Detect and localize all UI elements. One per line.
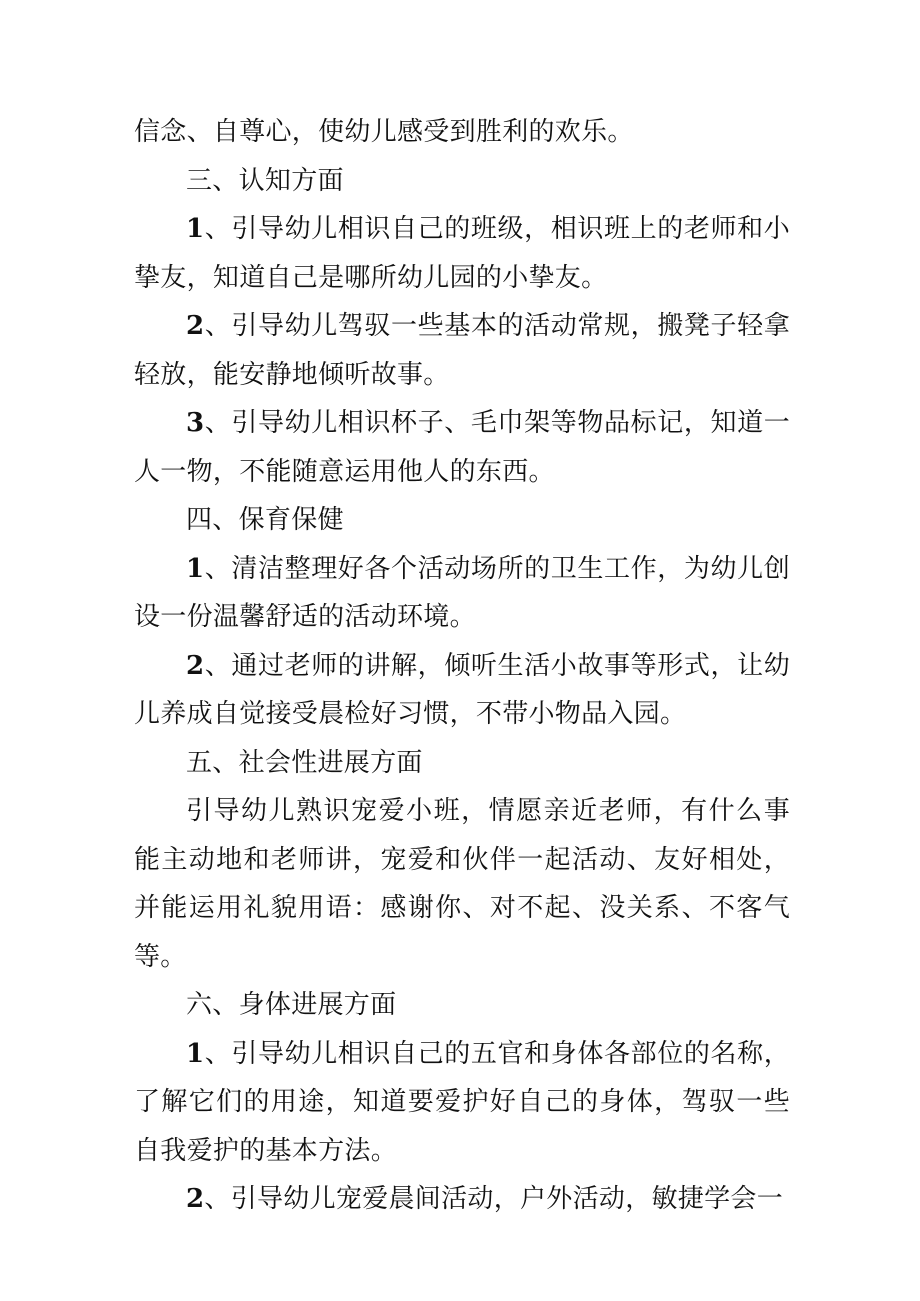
paragraph-continuation (134, 108, 790, 157)
list-item (134, 1175, 790, 1224)
item-number: 1 (186, 553, 205, 584)
paragraph-text: 引导幼儿熟识宠爱小班，情愿亲近老师，有什么事能主动地和老师讲，宠爱和伙伴一起活动、友好相处，并能运用礼貌用语：感谢你、对不起、没关系、不客气等。 (134, 796, 790, 972)
item-number: 2 (186, 650, 205, 681)
item-number: 1 (186, 214, 205, 244)
item-text: 、引导幼儿相识自己的班级，相识班上的老师和小挚友，知道自己是哪所幼儿园的小挚友。 (134, 214, 790, 293)
item-text: 、清洁整理好各个活动场所的卫生工作，为幼儿创设一份温馨舒适的活动环境。 (134, 553, 790, 632)
paragraph-text: 信念、自尊心，使幼儿感受到胜利的欢乐。 (134, 117, 634, 147)
section-heading-physical (134, 981, 790, 1030)
item-number: 1 (186, 1038, 205, 1069)
item-number: 3 (186, 408, 205, 438)
list-item (134, 1030, 790, 1176)
item-number: 2 (186, 1184, 205, 1214)
heading-text: 四、保育保健 (186, 505, 344, 535)
document-body (134, 108, 790, 1224)
list-item (134, 545, 790, 642)
list-item (134, 399, 790, 496)
item-text: 、通过老师的讲解，倾听生活小故事等形式，让幼儿养成自觉接受晨检好习惯，不带小物品入园。 (134, 650, 790, 729)
list-item (134, 302, 790, 399)
heading-text: 六、身体进展方面 (186, 990, 397, 1020)
item-text: 、引导幼儿驾驭一些基本的活动常规，搬凳子轻拿轻放，能安静地倾听故事。 (134, 311, 790, 390)
item-number: 2 (186, 311, 205, 341)
item-text: 、引导幼儿宠爱晨间活动，户外活动，敏捷学会一 (204, 1184, 784, 1214)
item-text: 、引导幼儿相识杯子、毛巾架等物品标记，知道一人一物，不能随意运用他人的东西。 (134, 408, 790, 487)
section-heading-cognition (134, 157, 790, 206)
heading-text: 三、认知方面 (186, 165, 344, 196)
item-text: 、引导幼儿相识自己的五官和身体各部位的名称，了解它们的用途，知道要爱护好自己的身体，驾驭一些自我爱护的基本方法。 (134, 1038, 790, 1166)
heading-text: 五、社会性进展方面 (186, 747, 423, 778)
list-item (134, 205, 790, 302)
body-paragraph (134, 787, 790, 981)
list-item (134, 642, 790, 739)
section-heading-social (134, 739, 790, 788)
section-heading-health (134, 496, 790, 545)
